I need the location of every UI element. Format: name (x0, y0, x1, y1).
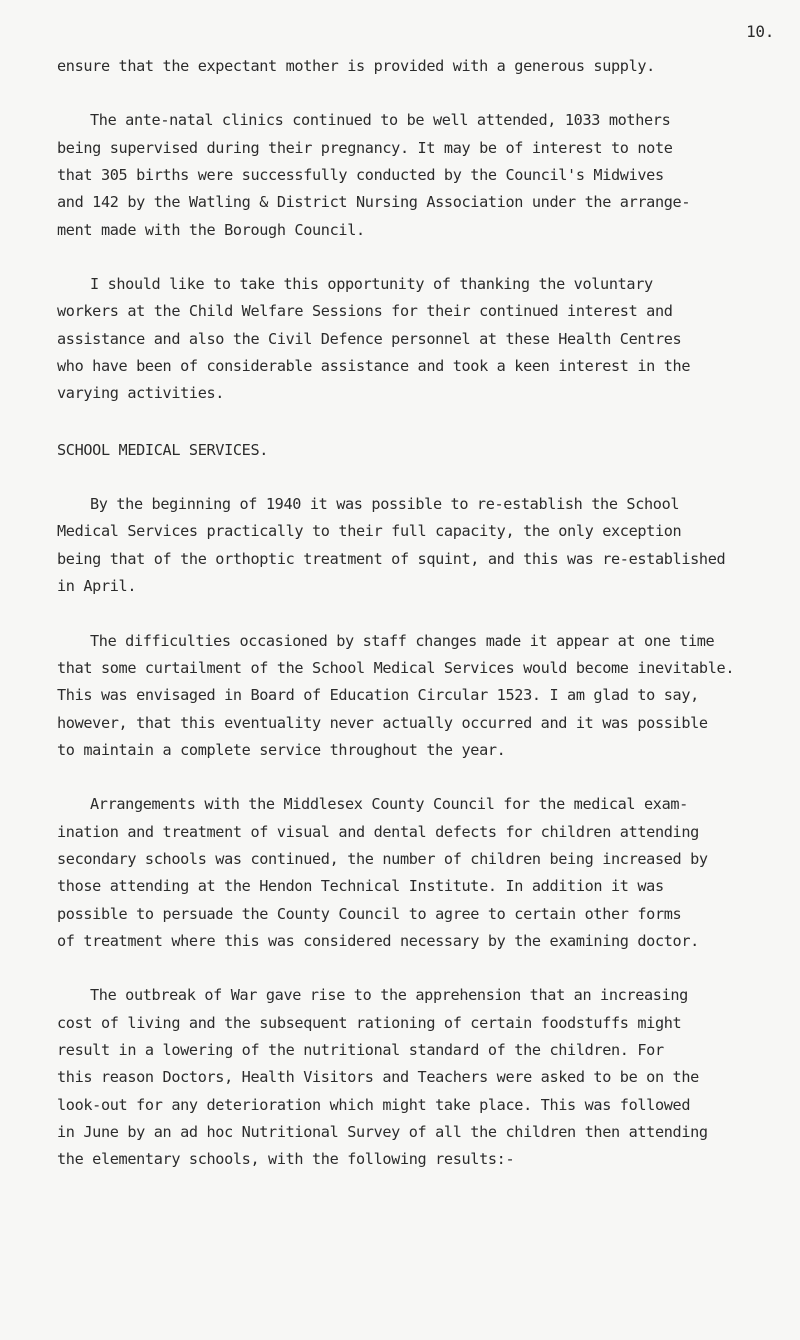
text-line: Arrangements with the Middlesex County Council for the medical exam- (90, 795, 688, 814)
text-line: assistance and also the Civil Defence personnel at these Health Centres (57, 329, 682, 348)
text-line: By the beginning of 1940 it was possible to re-establish the School (90, 495, 680, 514)
paragraph (57, 621, 777, 758)
text-line: that some curtailment of the School Medical Services would become inevitable. (57, 658, 735, 677)
section-heading-text: SCHOOL MEDICAL SERVICES. (57, 440, 269, 459)
text-line: those attending at the Hendon Technical Institute. In addition it was (57, 877, 664, 896)
text-line: in June by an ad hoc Nutritional Survey of all the children then attending (57, 1123, 708, 1141)
text-line: varying activities. (57, 384, 225, 403)
text-line: The outbreak of War gave rise to the apprehension that an increasing (90, 986, 688, 1005)
paragraph (57, 46, 777, 73)
text-line: This was envisaged in Board of Education Circular 1523. I am glad to say, (57, 686, 699, 705)
text-line: secondary schools was continued, the number of children being increased by (57, 849, 708, 868)
text-line: being that of the orthoptic treatment of squint, and this was re-established (57, 549, 726, 568)
text-line: that 305 births were successfully conducted by the Council's Midwives (57, 166, 664, 185)
section-heading (57, 430, 777, 457)
text-line: to maintain a complete service throughout the year. (57, 740, 506, 759)
text-line: in April. (57, 577, 137, 596)
paragraph (57, 784, 777, 948)
paragraph (57, 975, 777, 1169)
text-line: possible to persuade the County Council to agree to certain other forms (57, 904, 682, 923)
text-line: however, that this eventuality never actually occurred and it was possible (57, 713, 708, 732)
text-line: The difficulties occasioned by staff changes made it appear at one time (90, 631, 715, 650)
text-line: ination and treatment of visual and dental defects for children attending (57, 822, 699, 841)
text-line: cost of living and the subsequent rationing of certain foodstuffs might (57, 1013, 682, 1032)
page-number: 10. (746, 22, 774, 41)
paragraph (57, 100, 777, 237)
text-line: ensure that the expectant mother is provided with a generous supply. (57, 57, 655, 75)
paragraph (57, 264, 777, 401)
text-line: workers at the Child Welfare Sessions for their continued interest and (57, 302, 673, 321)
text-line: of treatment where this was considered necessary by the examining doctor. (57, 931, 699, 950)
text-line: look-out for any deterioration which might take place. This was followed (57, 1095, 691, 1114)
text-line: being supervised during their pregnancy. It may be of interest to note (57, 138, 673, 157)
text-line: Medical Services practically to their full capacity, the only exception (57, 522, 682, 541)
text-line: result in a lowering of the nutritional standard of the children. For (57, 1040, 664, 1059)
text-line: and 142 by the Watling & District Nursing Association under the arrange- (57, 193, 691, 212)
text-line: this reason Doctors, Health Visitors and Teachers were asked to be on the (57, 1068, 699, 1087)
text-line: The ante-natal clinics continued to be well attended, 1033 mothers (90, 111, 671, 130)
paragraph (57, 484, 777, 596)
text-line: the elementary schools, with the following results:- (57, 1150, 515, 1169)
text-line: ment made with the Borough Council. (57, 220, 365, 239)
text-line: I should like to take this opportunity of thanking the voluntary (90, 275, 653, 294)
document-body (57, 46, 777, 1167)
text-line: who have been of considerable assistance and took a keen interest in the (57, 357, 691, 376)
